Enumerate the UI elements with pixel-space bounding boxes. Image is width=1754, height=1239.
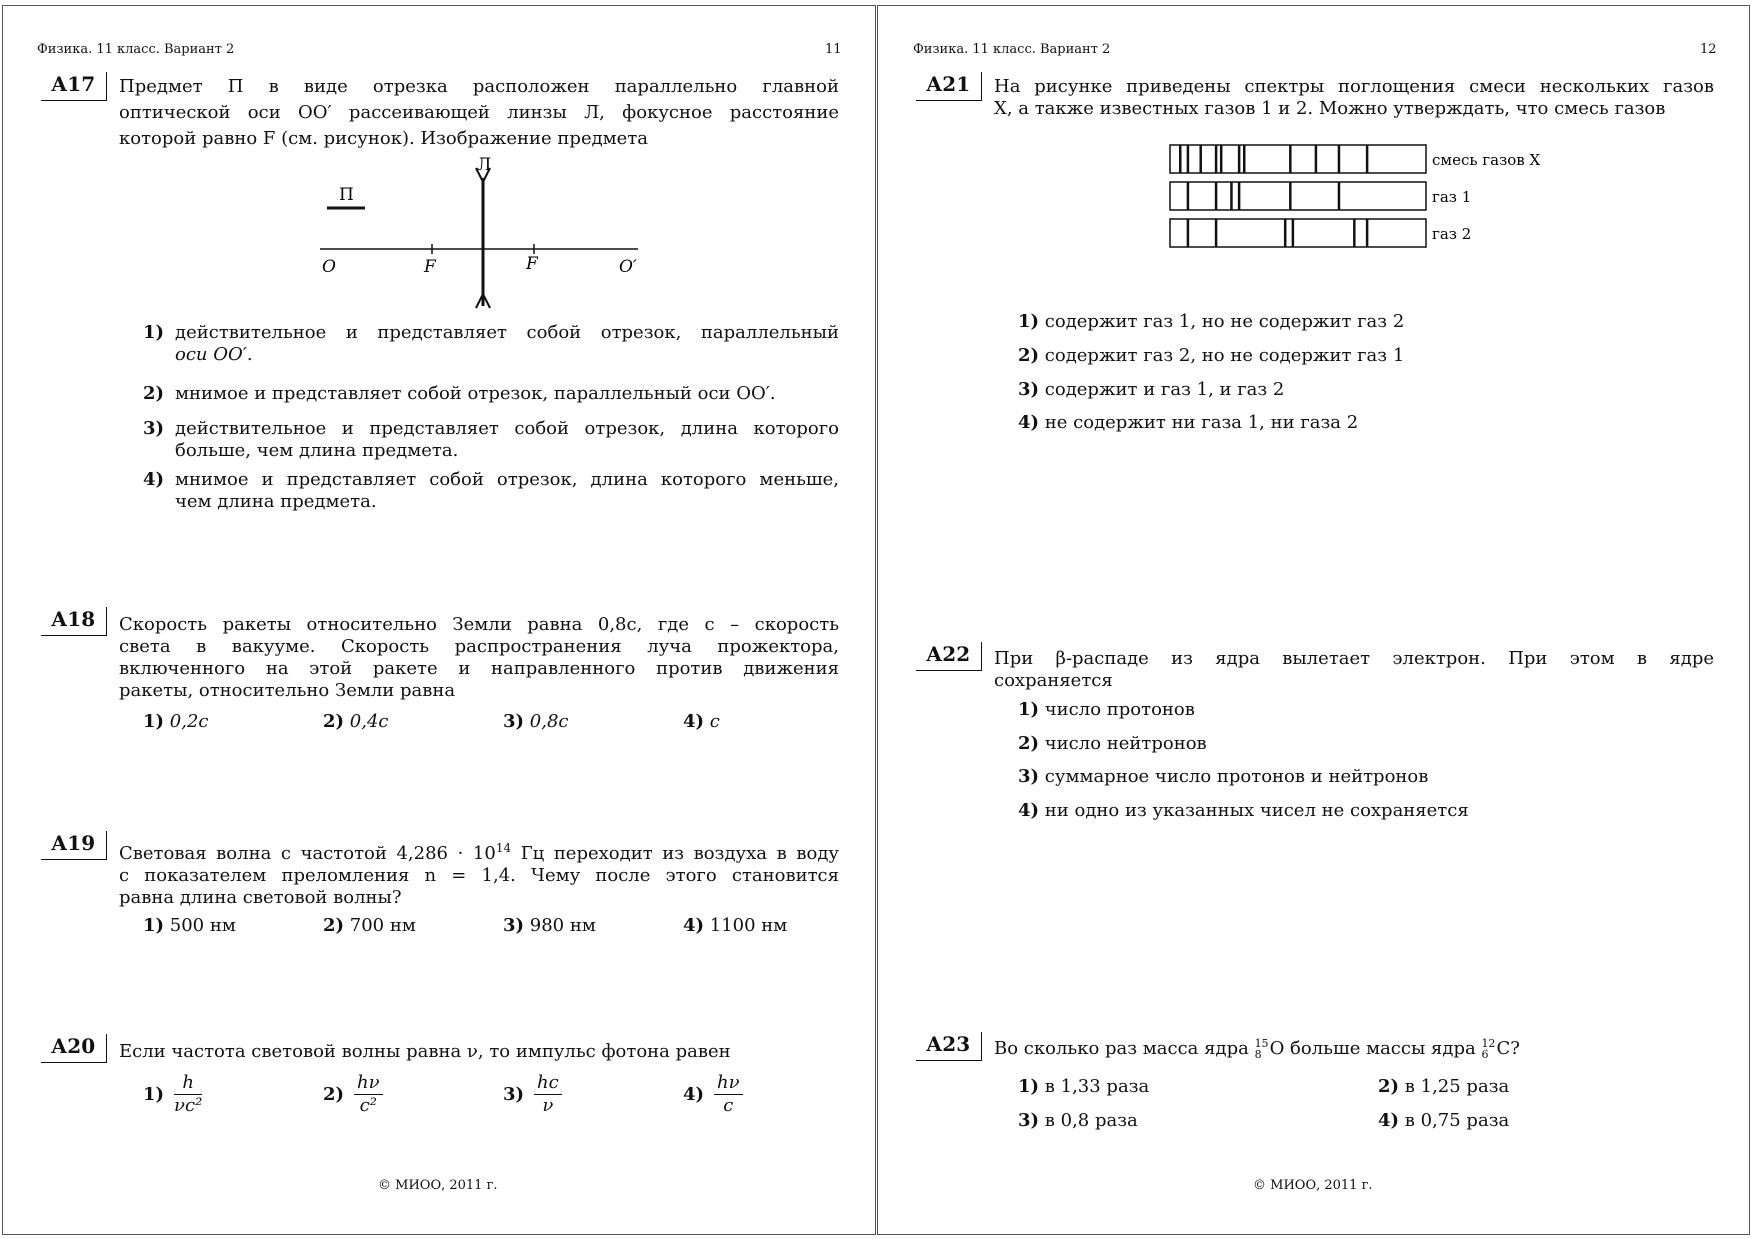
option-text: число нейтронов: [1044, 733, 1207, 754]
option-text: 700 нм: [349, 915, 416, 936]
option-a23-3[interactable]: [1018, 1110, 1138, 1132]
option-a17-4[interactable]: [143, 469, 164, 491]
text-line: При β-распаде из ядра вылетает электрон. При этом в ядре: [994, 648, 1714, 669]
option-a17-3[interactable]: [143, 418, 164, 440]
option-a20-4[interactable]: [683, 1072, 743, 1117]
option-a23-2[interactable]: [1378, 1076, 1509, 1098]
spectrum-gas-mixture: [1170, 145, 1541, 173]
option-a22-1[interactable]: [1018, 699, 1195, 721]
spectrum-box: [1170, 219, 1426, 247]
spectrum-box: [1170, 182, 1426, 210]
text-line: оптической оси OO′ рассеивающей линзы Л, фокусное расстояние: [119, 102, 839, 123]
denominator: ν: [542, 1095, 554, 1116]
option-text: 0,4c: [349, 711, 389, 732]
option-text: ни одно из указанных чисел не сохраняется: [1044, 800, 1469, 821]
text-line: действительное и представляет собой отрезок, длина которого: [175, 418, 839, 439]
text-line: мнимое и представляет собой отрезок, длина которого меньше,: [175, 469, 839, 490]
axis-label-f-right: F: [526, 254, 538, 274]
page-footer: © МИОО, 2011 г.: [1253, 1178, 1373, 1193]
text-line: равна длина световой волны?: [119, 887, 402, 908]
question-label-a18: А18: [41, 607, 107, 636]
text-part: Гц переходит из воздуха в воду: [511, 843, 839, 864]
option-text: 0,2c: [169, 711, 209, 732]
spectrum-gas-2: [1170, 219, 1471, 247]
option-a21-1[interactable]: [1018, 311, 1404, 333]
option-number: 2): [323, 915, 345, 936]
exponent: 14: [495, 841, 512, 855]
charge-number: 6: [1481, 1048, 1489, 1061]
question-label-a17: А17: [41, 72, 107, 101]
question-label-a20: А20: [41, 1034, 107, 1063]
spectrum-box: [1170, 145, 1426, 173]
question-label-a23: А23: [916, 1032, 982, 1061]
option-text: в 0,8 раза: [1044, 1110, 1138, 1131]
option-text: содержит и газ 1, и газ 2: [1044, 379, 1285, 400]
denominator: νc²: [174, 1095, 203, 1116]
object-label: П: [339, 185, 354, 205]
option-text: не содержит ни газа 1, ни газа 2: [1044, 412, 1359, 433]
option-text: [175, 322, 839, 366]
option-number: 1): [1018, 1076, 1040, 1097]
option-a18-1[interactable]: [143, 711, 209, 733]
option-a23-1[interactable]: [1018, 1076, 1149, 1098]
question-text-a21: [994, 76, 1714, 120]
option-a22-3[interactable]: [1018, 766, 1428, 788]
question-text-a22: [994, 648, 1714, 692]
option-number: 4): [1018, 800, 1040, 821]
denominator: c²: [359, 1095, 377, 1116]
option-text: в 1,25 раза: [1404, 1076, 1510, 1097]
left-page: [2, 5, 876, 1235]
option-a21-4[interactable]: [1018, 412, 1358, 434]
option-text: число протонов: [1044, 699, 1195, 720]
option-number: 2): [1378, 1076, 1400, 1097]
question-text-a23: [994, 1038, 1714, 1060]
isotope-numbers: [1481, 1038, 1495, 1060]
option-number: 4): [1018, 412, 1040, 433]
option-number: 1): [143, 1083, 165, 1105]
spectrum-label: газ 2: [1432, 225, 1472, 243]
axis-label-f-left: F: [424, 257, 436, 277]
option-number: 3): [503, 1083, 525, 1105]
option-a19-3[interactable]: [503, 915, 596, 937]
text-line: оси OO′.: [175, 344, 253, 365]
option-number: 1): [143, 915, 165, 936]
option-a18-4[interactable]: [683, 711, 720, 733]
numerator: hν: [714, 1072, 743, 1095]
option-a22-2[interactable]: [1018, 733, 1207, 755]
option-text: 980 нм: [529, 915, 596, 936]
option-a17-1[interactable]: [143, 322, 175, 344]
text-line: [119, 837, 839, 865]
question-text-a17: [119, 76, 839, 150]
question-text-a20: Если частота световой волны равна ν, то импульс фотона равен: [119, 1041, 731, 1062]
page-footer: © МИОО, 2011 г.: [378, 1178, 498, 1193]
lens-diagram: [303, 156, 653, 316]
lens-label: Л: [477, 156, 492, 175]
option-a19-4[interactable]: [683, 915, 787, 937]
page-header: Физика. 11 класс. Вариант 2: [37, 42, 235, 57]
text-part: больше массы ядра: [1284, 1038, 1482, 1059]
option-number: 2): [323, 1083, 345, 1105]
option-text: в 0,75 раза: [1404, 1110, 1510, 1131]
text-line: больше, чем длина предмета.: [175, 440, 459, 461]
text-line: ракеты, относительно Земли равна: [119, 680, 456, 701]
option-number: 1): [143, 711, 165, 732]
text-line: На рисунке приведены спектры поглощения смеси нескольких газов: [994, 76, 1714, 97]
option-text: [175, 469, 839, 513]
option-a20-3[interactable]: [503, 1072, 562, 1117]
numerator: hν: [354, 1072, 383, 1095]
right-page: [877, 5, 1750, 1235]
fraction: [354, 1072, 383, 1117]
option-number: 4): [1378, 1110, 1400, 1131]
option-number: 4): [683, 915, 705, 936]
option-a19-2[interactable]: [323, 915, 416, 937]
option-a21-3[interactable]: [1018, 379, 1284, 401]
spectrum-label: газ 1: [1432, 188, 1472, 206]
option-number: 1): [1018, 311, 1040, 332]
mass-number: 12: [1481, 1037, 1496, 1050]
fraction: [714, 1072, 743, 1117]
numerator: h: [174, 1072, 202, 1095]
option-number: 4): [683, 711, 705, 732]
question-label-a19: А19: [41, 831, 107, 860]
text-part: ?: [1510, 1038, 1520, 1059]
question-label-a21: А21: [916, 72, 982, 101]
option-text: суммарное число протонов и нейтронов: [1044, 766, 1429, 787]
axis-label-o: O: [322, 257, 336, 277]
option-a20-1[interactable]: [143, 1072, 202, 1117]
option-number: 4): [143, 469, 165, 490]
option-number: 3): [1018, 379, 1040, 400]
option-text: c: [709, 711, 720, 732]
option-number: 3): [503, 711, 525, 732]
option-a20-2[interactable]: [323, 1072, 383, 1117]
page-number: 12: [1700, 42, 1717, 57]
question-text-a19: [119, 837, 839, 909]
option-a19-1[interactable]: [143, 915, 236, 937]
text-line: с показателем преломления n = 1,4. Чему после этого становится: [119, 865, 839, 886]
option-a21-2[interactable]: [1018, 345, 1404, 367]
option-text: содержит газ 1, но не содержит газ 2: [1044, 311, 1405, 332]
text-line: которой равно F (см. рисунок). Изображение предмета: [119, 128, 649, 149]
option-text: в 1,33 раза: [1044, 1076, 1150, 1097]
page-header: Физика. 11 класс. Вариант 2: [913, 42, 1111, 57]
option-number: 3): [1018, 1110, 1040, 1131]
text-line: включенного на этой ракете и направленного против движения: [119, 658, 839, 679]
question-text-a18: [119, 614, 839, 702]
text-line: действительное и представляет собой отрезок, параллельный: [175, 322, 839, 343]
option-text: 1100 нм: [709, 915, 788, 936]
option-number: 1): [1018, 699, 1040, 720]
option-a23-4[interactable]: [1378, 1110, 1509, 1132]
option-number: 2): [1018, 733, 1040, 754]
option-a22-4[interactable]: [1018, 800, 1469, 822]
axis-label-o-prime: O′: [619, 257, 637, 277]
text-part: Во сколько раз масса ядра: [994, 1038, 1255, 1059]
option-a18-2[interactable]: [323, 711, 389, 733]
text-line: чем длина предмета.: [175, 491, 377, 512]
text-line: Скорость ракеты относительно Земли равна 0,8c, где c – скорость: [119, 614, 839, 635]
option-text: мнимое и представляет собой отрезок, параллельный оси OO′.: [175, 383, 776, 404]
absorption-spectra-diagram: [1168, 139, 1548, 254]
spectrum-label: смесь газов X: [1432, 151, 1541, 169]
option-number: 3): [1018, 766, 1040, 787]
option-number: 1): [143, 322, 165, 343]
element-symbol: O: [1269, 1038, 1285, 1059]
element-symbol: C: [1496, 1038, 1511, 1059]
question-label-a22: А22: [916, 642, 982, 671]
text-line: Предмет П в виде отрезка расположен параллельно главной: [119, 76, 839, 97]
text-line: света в вакууме. Скорость распространения луча прожектора,: [119, 636, 839, 657]
numerator: hc: [534, 1072, 562, 1095]
option-number: 4): [683, 1083, 705, 1105]
option-text: 0,8c: [529, 711, 569, 732]
fraction: [174, 1072, 202, 1117]
charge-number: 8: [1254, 1048, 1262, 1061]
mass-number: 15: [1254, 1037, 1269, 1050]
text-line: X, а также известных газов 1 и 2. Можно утверждать, что смесь газов: [994, 98, 1666, 119]
fraction: [534, 1072, 562, 1117]
option-number: 3): [503, 915, 525, 936]
option-number: 2): [1018, 345, 1040, 366]
option-text: 500 нм: [169, 915, 236, 936]
option-number: 2): [143, 383, 165, 404]
option-text: содержит газ 2, но не содержит газ 1: [1044, 345, 1405, 366]
text-line: сохраняется: [994, 670, 1113, 691]
option-number: 3): [143, 418, 165, 439]
option-text: [175, 418, 839, 462]
isotope-numbers: [1255, 1038, 1269, 1060]
denominator: c: [723, 1095, 734, 1116]
option-a18-3[interactable]: [503, 711, 569, 733]
option-number: 2): [323, 711, 345, 732]
page-number: 11: [825, 42, 842, 57]
spectrum-gas-1: [1170, 182, 1471, 210]
text-part: Световая волна с частотой 4,286 · 10: [119, 843, 496, 864]
option-a17-2[interactable]: [143, 383, 164, 405]
